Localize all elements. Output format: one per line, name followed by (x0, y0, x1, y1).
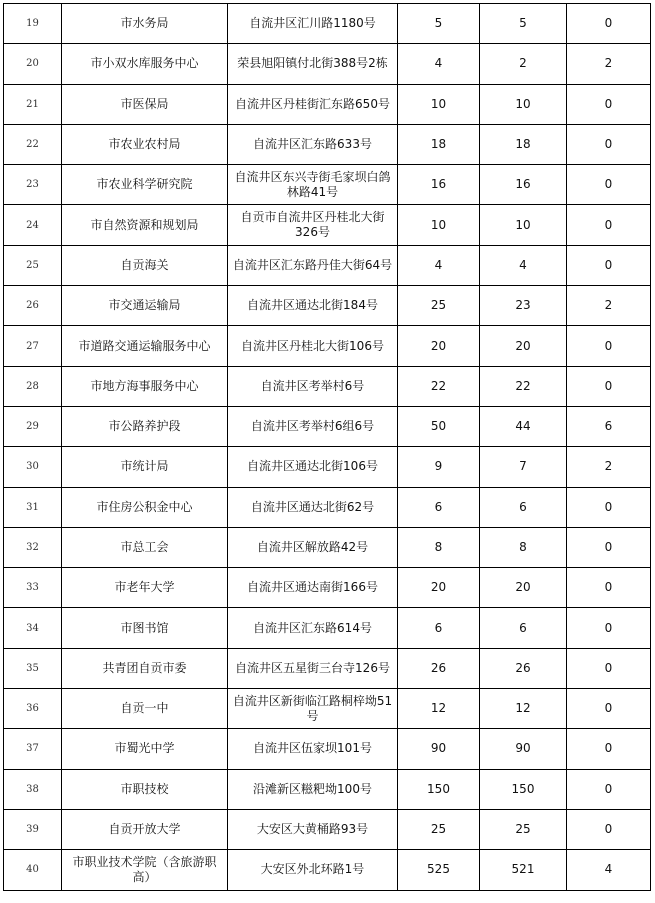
table-row (4, 769, 651, 809)
unit-address-cell: 自流井区五星街三台寺126号 (228, 648, 398, 688)
table-row (4, 568, 651, 608)
table-row (4, 205, 651, 245)
unit-address-cell: 大安区大黄桶路93号 (228, 809, 398, 849)
count-second-cell: 25 (480, 809, 567, 849)
table-row (4, 366, 651, 406)
unit-address-cell: 自流井区通达北街106号 (228, 447, 398, 487)
row-number-cell: 22 (4, 124, 62, 164)
count-total-cell: 5 (398, 4, 480, 44)
count-third-cell: 0 (567, 124, 651, 164)
unit-name-cell: 市老年大学 (62, 568, 228, 608)
count-third-cell: 0 (567, 729, 651, 769)
row-number-cell: 29 (4, 406, 62, 446)
table-row (4, 406, 651, 446)
row-number-cell: 37 (4, 729, 62, 769)
row-number-cell: 33 (4, 568, 62, 608)
count-total-cell: 18 (398, 124, 480, 164)
count-third-cell: 0 (567, 648, 651, 688)
unit-address-cell: 自流井区汇东路633号 (228, 124, 398, 164)
table-row (4, 648, 651, 688)
unit-name-cell: 市总工会 (62, 527, 228, 567)
table-row (4, 809, 651, 849)
unit-name-cell: 自贡海关 (62, 245, 228, 285)
row-number-cell: 35 (4, 648, 62, 688)
row-number-cell: 26 (4, 286, 62, 326)
unit-address-cell: 自流井区丹桂北大街106号 (228, 326, 398, 366)
unit-name-cell: 市住房公积金中心 (62, 487, 228, 527)
count-second-cell: 12 (480, 689, 567, 729)
count-third-cell: 0 (567, 366, 651, 406)
count-total-cell: 25 (398, 286, 480, 326)
count-second-cell: 7 (480, 447, 567, 487)
count-total-cell: 90 (398, 729, 480, 769)
count-second-cell: 20 (480, 326, 567, 366)
row-number-cell: 31 (4, 487, 62, 527)
count-total-cell: 50 (398, 406, 480, 446)
table-row (4, 689, 651, 729)
unit-name-cell: 市自然资源和规划局 (62, 205, 228, 245)
unit-address-cell: 自流井区东兴寺街毛家坝白鸽林路41号 (228, 165, 398, 205)
count-total-cell: 16 (398, 165, 480, 205)
count-second-cell: 16 (480, 165, 567, 205)
table-row (4, 286, 651, 326)
table-row (4, 729, 651, 769)
table-row (4, 326, 651, 366)
row-number-cell: 40 (4, 850, 62, 890)
table-row (4, 608, 651, 648)
unit-address-cell: 自流井区伍家坝101号 (228, 729, 398, 769)
count-third-cell: 0 (567, 568, 651, 608)
unit-name-cell: 市交通运输局 (62, 286, 228, 326)
unit-address-cell: 自流井区丹桂街汇东路650号 (228, 84, 398, 124)
unit-address-cell: 大安区外北环路1号 (228, 850, 398, 890)
unit-name-cell: 市职业技术学院（含旅游职高） (62, 850, 228, 890)
count-total-cell: 22 (398, 366, 480, 406)
count-third-cell: 0 (567, 245, 651, 285)
unit-name-cell: 市地方海事服务中心 (62, 366, 228, 406)
unit-name-cell: 市水务局 (62, 4, 228, 44)
table-row (4, 124, 651, 164)
count-second-cell: 4 (480, 245, 567, 285)
count-total-cell: 25 (398, 809, 480, 849)
unit-name-cell: 自贡一中 (62, 689, 228, 729)
count-third-cell: 2 (567, 286, 651, 326)
unit-name-cell: 市图书馆 (62, 608, 228, 648)
count-second-cell: 90 (480, 729, 567, 769)
count-third-cell: 0 (567, 487, 651, 527)
table-row (4, 4, 651, 44)
count-total-cell: 20 (398, 568, 480, 608)
count-second-cell: 10 (480, 84, 567, 124)
count-third-cell: 0 (567, 4, 651, 44)
count-third-cell: 0 (567, 809, 651, 849)
unit-name-cell: 市统计局 (62, 447, 228, 487)
count-second-cell: 26 (480, 648, 567, 688)
unit-address-cell: 自流井区汇东路丹佳大街64号 (228, 245, 398, 285)
count-second-cell: 5 (480, 4, 567, 44)
table-row (4, 165, 651, 205)
unit-address-cell: 自流井区新街临江路桐梓坳51号 (228, 689, 398, 729)
count-third-cell: 0 (567, 689, 651, 729)
count-second-cell: 150 (480, 769, 567, 809)
data-table (3, 3, 651, 891)
count-second-cell: 6 (480, 608, 567, 648)
count-second-cell: 18 (480, 124, 567, 164)
count-second-cell: 20 (480, 568, 567, 608)
table-row (4, 245, 651, 285)
row-number-cell: 32 (4, 527, 62, 567)
table-body (4, 4, 651, 891)
row-number-cell: 19 (4, 4, 62, 44)
count-third-cell: 0 (567, 165, 651, 205)
row-number-cell: 23 (4, 165, 62, 205)
count-second-cell: 44 (480, 406, 567, 446)
unit-name-cell: 市职技校 (62, 769, 228, 809)
unit-address-cell: 自流井区解放路42号 (228, 527, 398, 567)
row-number-cell: 24 (4, 205, 62, 245)
count-total-cell: 26 (398, 648, 480, 688)
count-total-cell: 10 (398, 84, 480, 124)
row-number-cell: 39 (4, 809, 62, 849)
unit-address-cell: 沿滩新区糍粑坳100号 (228, 769, 398, 809)
count-second-cell: 23 (480, 286, 567, 326)
unit-name-cell: 市医保局 (62, 84, 228, 124)
unit-address-cell: 自流井区通达南街166号 (228, 568, 398, 608)
count-third-cell: 2 (567, 447, 651, 487)
table-row (4, 527, 651, 567)
row-number-cell: 34 (4, 608, 62, 648)
count-second-cell: 6 (480, 487, 567, 527)
unit-address-cell: 自贡市自流井区丹桂北大街326号 (228, 205, 398, 245)
count-second-cell: 521 (480, 850, 567, 890)
row-number-cell: 36 (4, 689, 62, 729)
count-second-cell: 2 (480, 44, 567, 84)
unit-name-cell: 市农业农村局 (62, 124, 228, 164)
unit-address-cell: 自流井区通达北街62号 (228, 487, 398, 527)
unit-name-cell: 市蜀光中学 (62, 729, 228, 769)
count-second-cell: 22 (480, 366, 567, 406)
count-third-cell: 6 (567, 406, 651, 446)
table-row (4, 447, 651, 487)
unit-address-cell: 自流井区汇东路614号 (228, 608, 398, 648)
unit-name-cell: 市公路养护段 (62, 406, 228, 446)
table-row (4, 850, 651, 890)
unit-name-cell: 市农业科学研究院 (62, 165, 228, 205)
unit-address-cell: 荣县旭阳镇付北街388号2栋 (228, 44, 398, 84)
count-total-cell: 4 (398, 245, 480, 285)
count-total-cell: 525 (398, 850, 480, 890)
count-third-cell: 0 (567, 84, 651, 124)
count-third-cell: 0 (567, 527, 651, 567)
table-row (4, 44, 651, 84)
count-total-cell: 12 (398, 689, 480, 729)
count-total-cell: 4 (398, 44, 480, 84)
unit-name-cell: 市道路交通运输服务中心 (62, 326, 228, 366)
row-number-cell: 28 (4, 366, 62, 406)
table-row (4, 84, 651, 124)
row-number-cell: 38 (4, 769, 62, 809)
count-total-cell: 6 (398, 487, 480, 527)
count-third-cell: 0 (567, 769, 651, 809)
row-number-cell: 21 (4, 84, 62, 124)
count-total-cell: 6 (398, 608, 480, 648)
row-number-cell: 27 (4, 326, 62, 366)
count-total-cell: 20 (398, 326, 480, 366)
unit-address-cell: 自流井区汇川路1180号 (228, 4, 398, 44)
count-second-cell: 8 (480, 527, 567, 567)
row-number-cell: 20 (4, 44, 62, 84)
count-third-cell: 4 (567, 850, 651, 890)
table-row (4, 487, 651, 527)
unit-address-cell: 自流井区通达北街184号 (228, 286, 398, 326)
count-third-cell: 2 (567, 44, 651, 84)
count-third-cell: 0 (567, 326, 651, 366)
count-total-cell: 8 (398, 527, 480, 567)
count-third-cell: 0 (567, 205, 651, 245)
unit-name-cell: 自贡开放大学 (62, 809, 228, 849)
row-number-cell: 30 (4, 447, 62, 487)
row-number-cell: 25 (4, 245, 62, 285)
count-total-cell: 10 (398, 205, 480, 245)
count-second-cell: 10 (480, 205, 567, 245)
unit-address-cell: 自流井区考举村6组6号 (228, 406, 398, 446)
unit-name-cell: 市小双水库服务中心 (62, 44, 228, 84)
unit-name-cell: 共青团自贡市委 (62, 648, 228, 688)
count-total-cell: 9 (398, 447, 480, 487)
count-third-cell: 0 (567, 608, 651, 648)
unit-address-cell: 自流井区考举村6号 (228, 366, 398, 406)
count-total-cell: 150 (398, 769, 480, 809)
